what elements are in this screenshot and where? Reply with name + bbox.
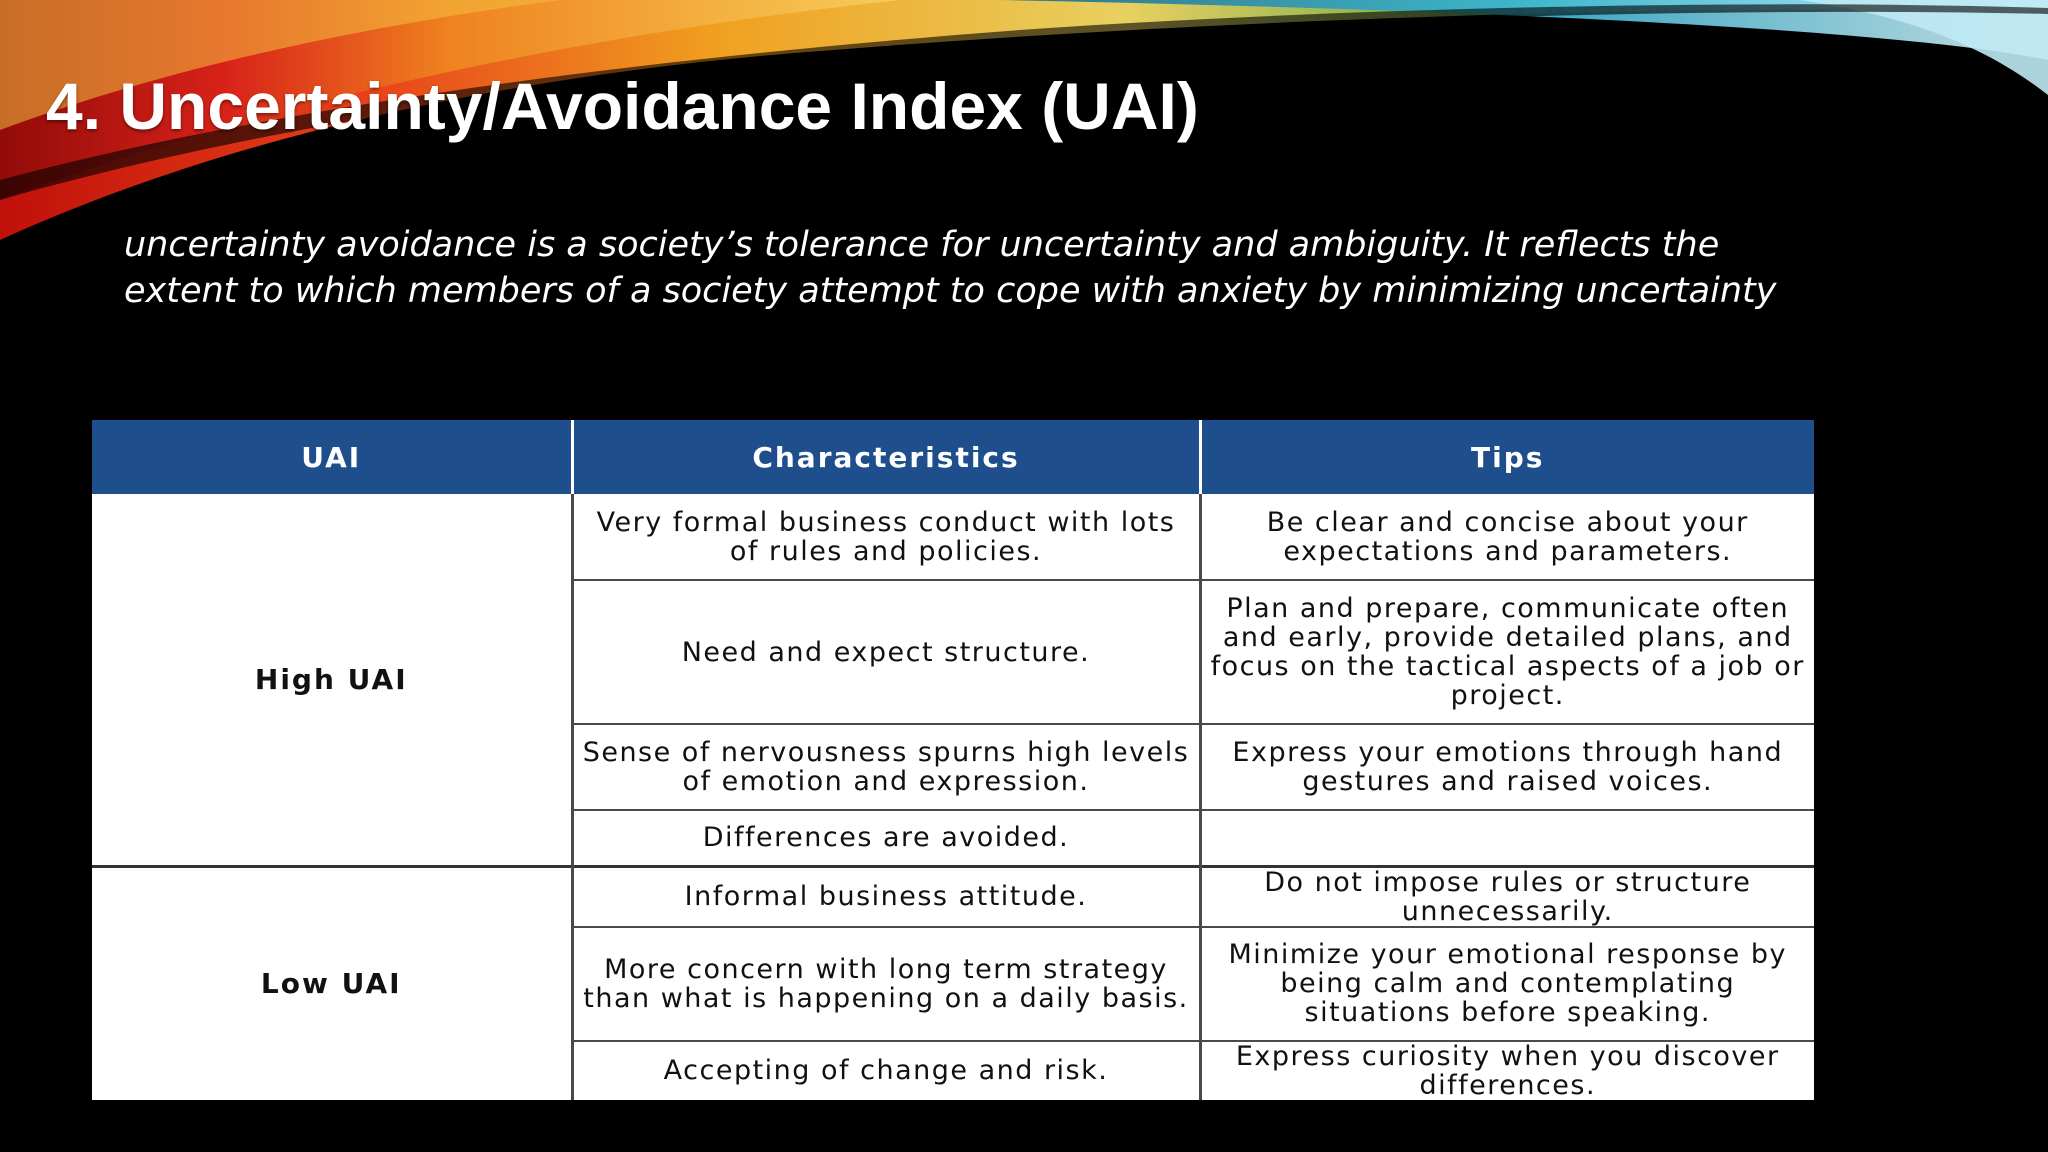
- tip-cell: Plan and prepare, communicate often and early, provide detailed plans, and focus on the tactical aspects of a job or project.: [1200, 580, 1814, 724]
- characteristic-cell: Sense of nervousness spurns high levels of emotion and expression.: [572, 724, 1200, 810]
- subtitle-line: uncertainty avoidance is a society’s tolerance for uncertainty and ambiguity. It reflects the: [124, 225, 1720, 265]
- tip-cell: Minimize your emotional response by being calm and contemplating situations before speaking.: [1200, 927, 1814, 1041]
- header-tips: Tips: [1200, 420, 1814, 494]
- slide-subtitle: [124, 222, 1777, 314]
- uai-table: [92, 420, 1814, 1100]
- table-row: [92, 494, 1814, 580]
- characteristic-cell: Differences are avoided.: [572, 810, 1200, 866]
- level-high-uai: High UAI: [254, 662, 408, 696]
- tip-cell: Express curiosity when you discover differences.: [1200, 1041, 1814, 1100]
- slide-title: 4. Uncertainty/Avoidance Index (UAI): [46, 69, 1199, 143]
- table-row: [92, 866, 1814, 927]
- characteristic-cell: Very formal business conduct with lots of rules and policies.: [572, 494, 1200, 580]
- tip-cell: Express your emotions through hand gestures and raised voices.: [1200, 724, 1814, 810]
- header-characteristics: Characteristics: [572, 420, 1200, 494]
- tip-cell: Be clear and concise about your expectations and parameters.: [1200, 494, 1814, 580]
- tip-cell: [1200, 810, 1814, 866]
- subtitle-line: extent to which members of a society attempt to cope with anxiety by minimizing uncertainty: [124, 271, 1777, 311]
- table-header-row: [92, 420, 1814, 494]
- characteristic-cell: Need and expect structure.: [572, 580, 1200, 724]
- characteristic-cell: Informal business attitude.: [572, 866, 1200, 927]
- characteristic-cell: Accepting of change and risk.: [572, 1041, 1200, 1100]
- level-low-uai: Low UAI: [92, 866, 572, 1100]
- header-uai: UAI: [92, 420, 572, 494]
- tip-cell: Do not impose rules or structure unnecessarily.: [1200, 866, 1814, 927]
- characteristic-cell: More concern with long term strategy than what is happening on a daily basis.: [572, 927, 1200, 1041]
